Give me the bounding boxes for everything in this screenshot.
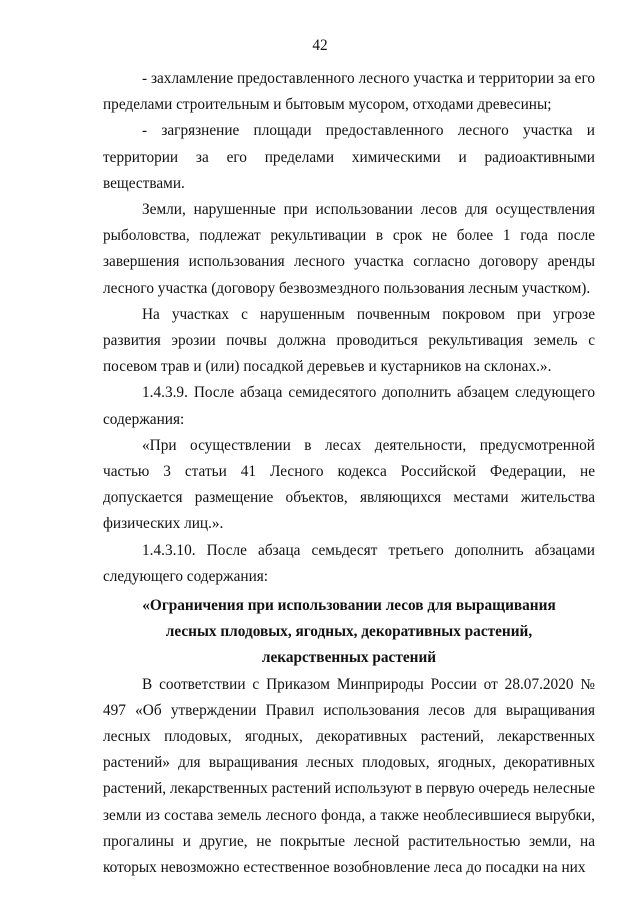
paragraph-fishing-land-reclamation: Земли, нарушенные при использовании лесов для осуществления рыболовства, подлежат рекультивации в срок не более 1 года после завершения использования лесного участка согласно договору аренды лесного участка (договору безвозмездного пользования лесным участком).	[103, 201, 595, 297]
heading-line: лесных плодовых, ягодных, декоративных растений,	[165, 623, 533, 641]
paragraph-clause-1-4-3-9: 1.4.3.9. После абзаца семидесятого дополнить абзацем следующего содержания:	[103, 384, 595, 428]
heading-line: «Ограничения при использовании лесов для выращивания	[142, 597, 556, 615]
heading-line: лекарственных растений	[261, 649, 437, 667]
document-body	[103, 66, 595, 881]
section-heading	[103, 590, 595, 672]
paragraph-erosion-reclamation: На участках с нарушенным почвенным покровом при угрозе развития эрозии почвы должна проводиться рекультивация земель с посевом трав и (или) посадкой деревьев и кустарников на склонах.».	[103, 305, 595, 376]
paragraph-clause-1-4-3-10: 1.4.3.10. После абзаца семьдесят третьего дополнить абзацами следующего содержания:	[103, 541, 595, 585]
paragraph-littering: - захламление предоставленного лесного участка и территории за его пределами строительным и бытовым мусором, отходами древесины;	[103, 70, 595, 114]
page-number: 42	[312, 37, 328, 54]
paragraph-contamination: - загрязнение площади предоставленного лесного участка и территории за его пределами химическими и радиоактивными веществами.	[103, 122, 595, 192]
paragraph-order-497: В соответствии с Приказом Минприроды России от 28.07.2020 № 497 «Об утверждении Правил использования лесов для выращивания лесных плодовых, ягодных, декоративных растений, лекарственных растений» для выращивания лесных плодовых, ягодных, декоративных растений, лекарственных растений используют в первую очередь нелесные земли из состава земель лесного фонда, а также необлесившиеся вырубки, прогалины и другие, не покрытые лесной растительностью земли, на которых невозможно естественное возобновление леса до посадки на них	[103, 675, 595, 877]
paragraph-residence-prohibition: «При осуществлении в лесах деятельности, предусмотренной частью 3 статьи 41 Лесного кодекса Российской Федерации, не допускается размещение объектов, являющихся местами жительства физических лиц.».	[103, 436, 595, 533]
